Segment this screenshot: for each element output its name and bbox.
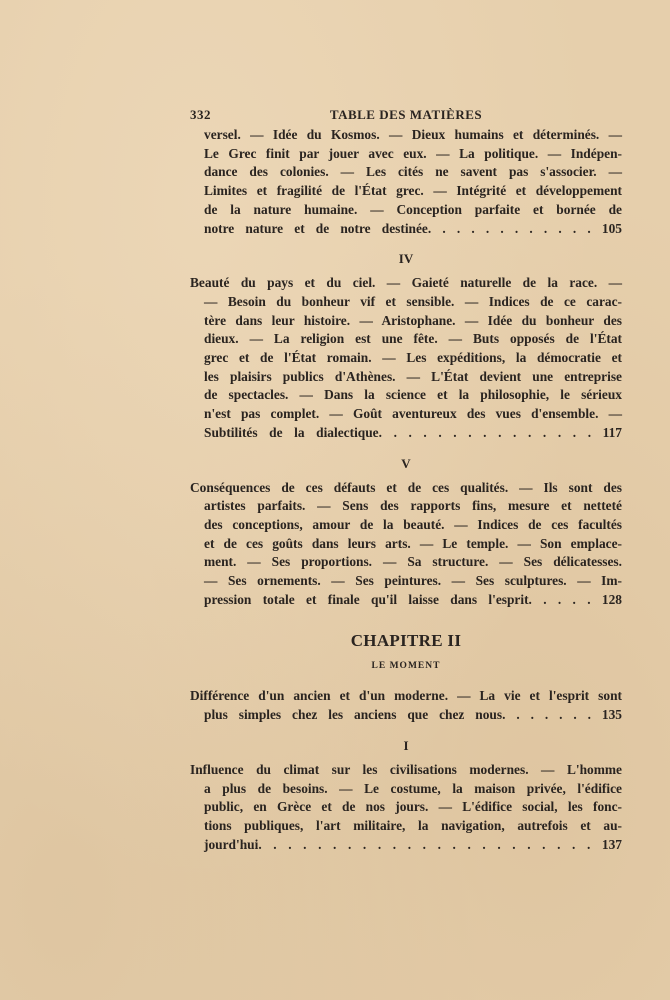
section-numeral: V: [401, 455, 411, 471]
section-i: [190, 761, 622, 855]
toc-line: Différence d'un ancien et d'un moderne. — La vie et l'esprit sont: [190, 688, 622, 704]
section-numeral: I: [403, 737, 409, 753]
toc-line: — Besoin du bonheur vif et sensible. — Indices de ce carac-: [204, 293, 622, 309]
toc-line: public, en Grèce et de nos jours. — L'édifice social, les fonc-: [204, 799, 622, 815]
toc-line: artistes parfaits. — Sens des rapports fins, mesure et netteté: [204, 498, 622, 514]
toc-line: tions publiques, l'art militaire, la navigation, autrefois et au-: [204, 817, 622, 833]
toc-line: — Ses ornements. — Ses peintures. — Ses sculptures. — Im-: [204, 573, 622, 589]
chapter-title: CHAPITRE II: [350, 631, 462, 651]
toc-line: jourd'hui. . . . . . . . . . . . . . . . . . . . . . . 137: [204, 836, 622, 852]
toc-line: versel. — Idée du Kosmos. — Dieux humains et déterminés. —: [204, 127, 622, 142]
header-title: TABLE DES MATIÈRES: [329, 107, 483, 122]
toc-line: pression totale et finale qu'il laisse dans l'esprit. . . . . 128: [204, 591, 622, 607]
toc-line: Limites et fragilité de l'État grec. — Intégrité et développement: [204, 183, 622, 199]
toc-line: Subtilités de la dialectique. . . . . . . . . . . . . . . 117: [204, 424, 622, 440]
toc-line: dieux. — La religion est une fête. — Buts opposés de l'État: [204, 331, 622, 347]
toc-page: [190, 104, 622, 854]
toc-line: dance des colonies. — Les cités ne savent pas s'associer. —: [204, 164, 622, 180]
toc-line: les plaisirs publics d'Athènes. — L'État devient une entreprise: [204, 368, 622, 384]
page-number: 332: [190, 107, 211, 122]
toc-line: a plus de besoins. — Le costume, la maison privée, l'édifice: [204, 780, 622, 796]
chapter-subtitle: LE MOMENT: [371, 661, 441, 672]
toc-line: Le Grec finit par jouer avec eux. — La politique. — Indépen-: [204, 145, 622, 161]
toc-line: Beauté du pays et du ciel. — Gaieté naturelle de la race. —: [190, 275, 622, 291]
toc-line: plus simples chez les anciens que chez nous. . . . . . . 135: [204, 707, 622, 723]
toc-line: grec et de l'État romain. — Les expéditions, la démocratie et: [204, 350, 622, 366]
section-numeral: IV: [398, 251, 414, 267]
toc-line: n'est pas complet. — Goût aventureux des vues d'ensemble. —: [204, 406, 622, 422]
toc-line: et de ces goûts dans leurs arts. — Le temple. — Son emplace-: [204, 535, 622, 551]
toc-line: de la nature humaine. — Conception parfaite et bornée de: [204, 201, 622, 217]
toc-line: des conceptions, amour de la beauté. — Indices de ces facultés: [204, 516, 622, 532]
section-iv: [190, 274, 622, 442]
toc-line: ment. — Ses proportions. — Sa structure. — Ses délicatesses.: [204, 554, 622, 570]
running-header: [190, 104, 622, 126]
toc-line: Conséquences de ces défauts et de ces qualités. — Ils sont des: [190, 479, 622, 495]
toc-line: tère dans leur histoire. — Aristophane. — Idée du bonheur des: [204, 312, 622, 328]
block-continued: [190, 126, 622, 238]
toc-line: de spectacles. — Dans la science et la philosophie, le sérieux: [204, 387, 622, 403]
section-v: [190, 479, 622, 610]
toc-line: Influence du climat sur les civilisations modernes. — L'homme: [190, 761, 622, 777]
toc-line: notre nature et de notre destinée. . . . . . . . . . . . 105: [204, 220, 622, 236]
chapter-intro: [190, 687, 622, 724]
